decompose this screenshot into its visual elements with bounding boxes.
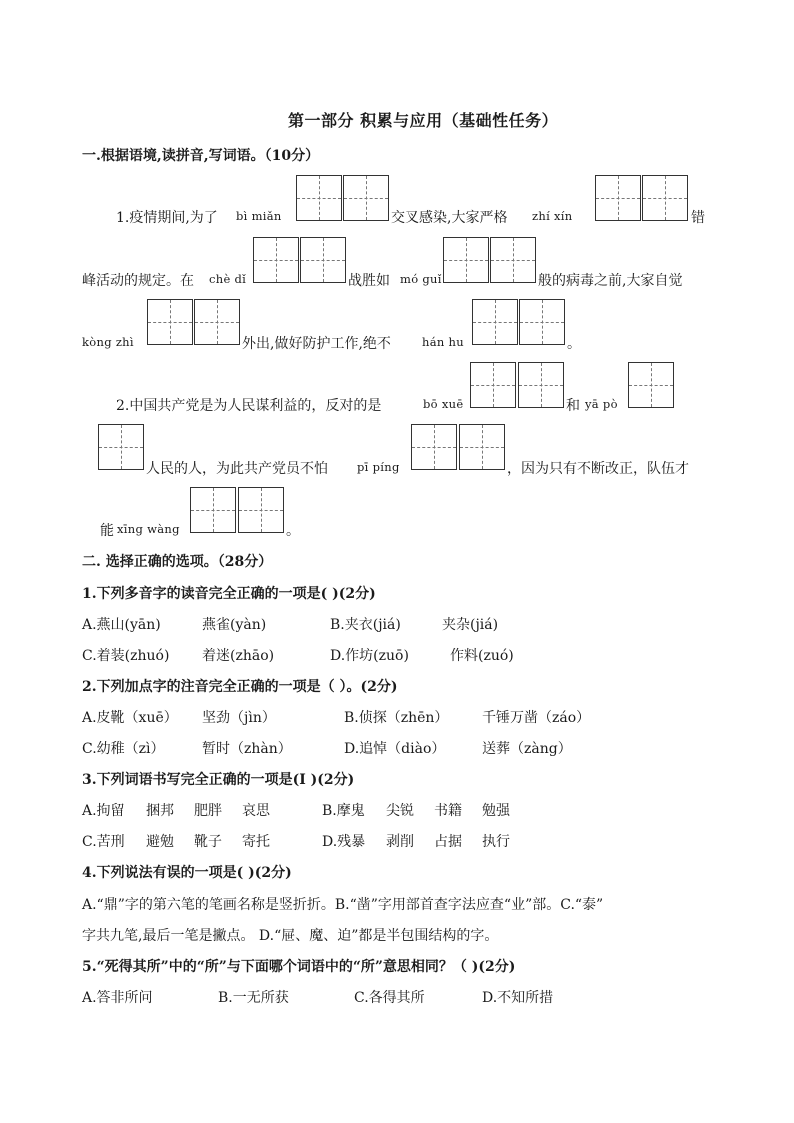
q4-options-line2: 字共九笔,最后一笔是撇点。 D.“屉、魔、迫”都是半包围结构的字。 — [82, 928, 499, 944]
p1-text-3: 错 — [691, 210, 705, 226]
p2-text-2: 和 — [566, 398, 580, 414]
q3-word: 勉强 — [482, 803, 510, 819]
answer-grid-box[interactable] — [595, 175, 641, 221]
q3-word[interactable]: B.摩鬼 — [322, 803, 365, 819]
section1-heading: 一.根据语境,读拼音,写词语。（10分） — [82, 148, 320, 164]
answer-grid-box[interactable] — [253, 237, 299, 283]
q1-option: 着迷(zhāo) — [202, 648, 275, 664]
q3-word: 剥削 — [386, 834, 414, 850]
q3-word: 尖锐 — [386, 803, 414, 819]
q2-option: 送葬（zàng） — [482, 741, 572, 757]
p1-text-5: 战胜如 — [348, 273, 390, 289]
q5-option[interactable]: A.答非所问 — [82, 990, 153, 1006]
q2-option[interactable]: C.幼稚（zì） — [82, 741, 165, 757]
p1-pinyin-kongzhi: kòng zhì — [82, 335, 134, 349]
q3-word: 哀思 — [242, 803, 270, 819]
answer-grid-box[interactable] — [470, 362, 516, 408]
answer-grid-box[interactable] — [190, 487, 236, 533]
q2-option: 坚劲（jìn） — [202, 710, 276, 726]
q3-word: 执行 — [482, 834, 510, 850]
q5-option[interactable]: C.各得其所 — [354, 990, 425, 1006]
p1-text-6: 般的病毒之前,大家自觉 — [538, 273, 683, 289]
p1-pinyin-zhixing: zhí xín — [532, 209, 573, 223]
q1-option[interactable]: A.燕山(yān) — [82, 617, 161, 633]
answer-grid-box[interactable] — [518, 362, 564, 408]
q1-option[interactable]: B.夹衣(jiá) — [330, 617, 401, 633]
q2-stem: 2.下列加点字的注音完全正确的一项是（ ）。(2分) — [82, 679, 398, 695]
p1-text-1: 1.疫情期间,为了 — [116, 210, 218, 226]
q3-word[interactable]: D.残暴 — [322, 834, 366, 850]
q3-word[interactable]: C.苦刑 — [82, 834, 125, 850]
q1-option: 夹杂(jiá) — [442, 617, 499, 633]
answer-grid-box[interactable] — [411, 424, 457, 470]
q5-option[interactable]: B.一无所获 — [218, 990, 289, 1006]
p1-pinyin-bimian: bì miǎn — [236, 209, 282, 223]
q3-word: 肥胖 — [194, 803, 222, 819]
p2-pinyin-piping: pī píng — [357, 460, 400, 474]
q1-option: 燕雀(yàn) — [202, 617, 267, 633]
answer-grid-box[interactable] — [147, 299, 193, 345]
q3-word: 寄托 — [242, 834, 270, 850]
q5-stem: 5.“死得其所”中的“所”与下面哪个词语中的“所”意思相同？（ )(2分) — [82, 959, 516, 975]
q3-word: 占据 — [434, 834, 462, 850]
q1-option[interactable]: C.着装(zhuó) — [82, 648, 170, 664]
answer-grid-box[interactable] — [459, 424, 505, 470]
q3-word: 避勉 — [146, 834, 174, 850]
p2-text-1: 2.中国共产党是为人民谋利益的，反对的是 — [116, 398, 382, 414]
p1-text-8: 。 — [567, 336, 581, 352]
p2-text-5: 能 — [100, 523, 114, 539]
answer-grid-box[interactable] — [519, 299, 565, 345]
q2-option[interactable]: A.皮靴（xuē） — [82, 710, 178, 726]
p2-text-4: ，因为只有不断改正，队伍才 — [507, 461, 689, 477]
q1-option[interactable]: D.作坊(zuō) — [330, 648, 409, 664]
answer-grid-box[interactable] — [343, 175, 389, 221]
page-title: 第一部分 积累与应用（基础性任务） — [288, 111, 559, 130]
p2-pinyin-boxue: bō xuē — [423, 397, 464, 411]
q3-word: 书籍 — [434, 803, 462, 819]
p1-text-7: 外出,做好防护工作,绝不 — [242, 336, 391, 352]
q2-option[interactable]: D.追悼（diào） — [344, 741, 446, 757]
q3-word: 靴子 — [194, 834, 222, 850]
answer-grid-box[interactable] — [628, 362, 674, 408]
q1-option: 作料(zuó) — [450, 648, 514, 664]
q4-options-line1: A.“鼎”字的第六笔的笔画名称是竖折折。B.“凿”字用部首查字法应查“业”部。C.“泰” — [82, 897, 604, 913]
q3-stem: 3.下列词语书写完全正确的一项是(I )(2分) — [82, 772, 355, 788]
answer-grid-box[interactable] — [98, 424, 144, 470]
p1-pinyin-hanhu: hán hu — [422, 335, 464, 349]
answer-grid-box[interactable] — [300, 237, 346, 283]
p2-pinyin-xingwang: xīng wàng — [117, 522, 180, 536]
q3-word[interactable]: A.拘留 — [82, 803, 125, 819]
p2-text-6: 。 — [286, 523, 300, 539]
q5-option[interactable]: D.不知所措 — [482, 990, 554, 1006]
answer-grid-box[interactable] — [642, 175, 688, 221]
q2-option[interactable]: B.侦探（zhēn） — [344, 710, 449, 726]
q3-word: 捆邦 — [146, 803, 174, 819]
p2-text-3: 人民的人，为此共产党员不怕 — [146, 461, 328, 477]
p1-text-4: 峰活动的规定。在 — [82, 273, 194, 289]
answer-grid-box[interactable] — [194, 299, 240, 345]
answer-grid-box[interactable] — [490, 237, 536, 283]
answer-grid-box[interactable] — [472, 299, 518, 345]
q1-stem: 1.下列多音字的读音完全正确的一项是( )(2分) — [82, 586, 376, 602]
q2-option: 千锤万凿（záo） — [482, 710, 591, 726]
q2-option: 暂时（zhàn） — [202, 741, 292, 757]
answer-grid-box[interactable] — [443, 237, 489, 283]
q4-stem: 4.下列说法有误的一项是( )(2分) — [82, 865, 292, 881]
section2-heading: 二. 选择正确的选项。（28分） — [82, 554, 273, 570]
answer-grid-box[interactable] — [238, 487, 284, 533]
p2-pinyin-yapo: yā pò — [585, 397, 618, 411]
p1-pinyin-mogui: mó guǐ — [400, 272, 442, 286]
answer-grid-box[interactable] — [296, 175, 342, 221]
p1-pinyin-chedi: chè dǐ — [209, 272, 247, 286]
p1-text-2: 交叉感染,大家严格 — [391, 210, 508, 226]
